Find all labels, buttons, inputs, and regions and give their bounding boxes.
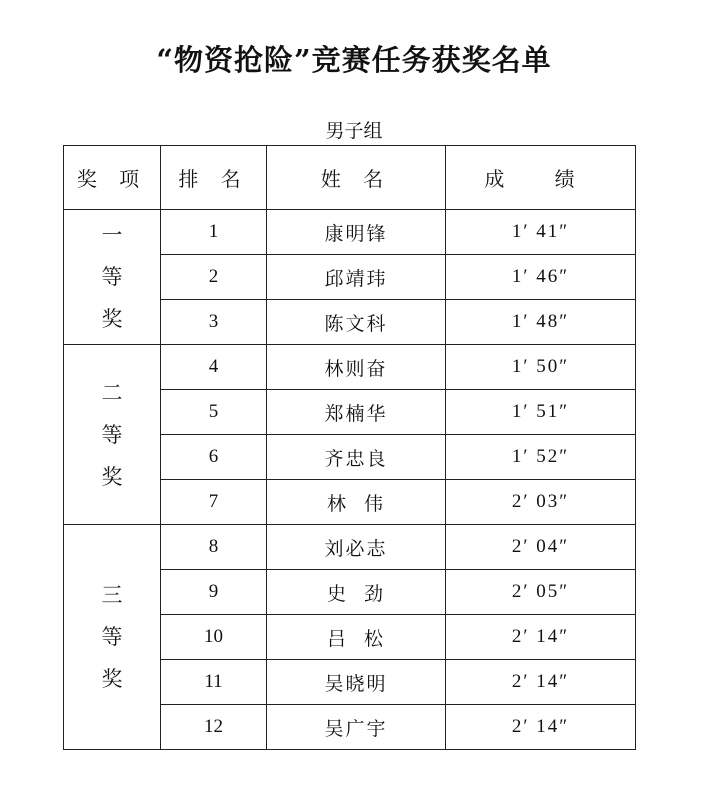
award-group-first — [64, 210, 161, 345]
rank-cell: 11 — [161, 660, 267, 705]
group-subtitle: 男子组 — [325, 120, 383, 142]
score-cell: 2′ 05″ — [446, 570, 636, 615]
score-cell: 2′ 14″ — [446, 615, 636, 660]
rank-cell: 3 — [161, 300, 267, 345]
award-group-char: 等 — [101, 422, 123, 447]
document-title: “物资抢险”竞赛任务获奖名单 — [156, 43, 552, 77]
rank-cell: 10 — [161, 615, 267, 660]
name-cell: 吴广宇 — [267, 705, 446, 750]
award-group-char: 等 — [101, 625, 123, 649]
score-cell: 2′ 04″ — [446, 525, 636, 570]
rank-cell: 8 — [161, 525, 267, 570]
name-cell: 康明锋 — [267, 210, 446, 255]
rank-cell: 7 — [161, 480, 267, 525]
rank-cell: 1 — [161, 210, 267, 255]
score-cell: 2′ 14″ — [446, 705, 636, 750]
header-score: 成 绩 — [446, 146, 636, 210]
award-group-char: 奖 — [101, 464, 123, 489]
name-cell: 林则奋 — [267, 345, 446, 390]
header-row — [64, 146, 636, 210]
name-cell: 林 伟 — [267, 480, 446, 525]
rank-cell: 4 — [161, 345, 267, 390]
name-cell: 郑楠华 — [267, 390, 446, 435]
rank-cell: 2 — [161, 255, 267, 300]
award-group-char: 等 — [101, 265, 123, 289]
award-group-char: 奖 — [101, 667, 123, 691]
award-group-second — [64, 345, 161, 525]
score-cell: 1′ 41″ — [446, 210, 636, 255]
name-cell: 刘必志 — [267, 525, 446, 570]
score-cell: 1′ 48″ — [446, 300, 636, 345]
table-row — [64, 525, 636, 570]
name-cell: 史 劲 — [267, 570, 446, 615]
award-group-third — [64, 525, 161, 750]
header-award: 奖 项 — [64, 146, 161, 210]
score-cell: 1′ 46″ — [446, 255, 636, 300]
award-group-char: 奖 — [101, 307, 123, 331]
score-cell: 1′ 50″ — [446, 345, 636, 390]
score-cell: 1′ 52″ — [446, 435, 636, 480]
score-cell: 2′ 14″ — [446, 660, 636, 705]
rank-cell: 9 — [161, 570, 267, 615]
rank-cell: 5 — [161, 390, 267, 435]
table-row — [64, 210, 636, 255]
rank-cell: 12 — [161, 705, 267, 750]
rank-cell: 6 — [161, 435, 267, 480]
table-row — [64, 345, 636, 390]
name-cell: 陈文科 — [267, 300, 446, 345]
name-cell: 吴晓明 — [267, 660, 446, 705]
header-rank: 排 名 — [161, 146, 267, 210]
header-name: 姓 名 — [267, 146, 446, 210]
score-cell: 1′ 51″ — [446, 390, 636, 435]
name-cell: 邱靖玮 — [267, 255, 446, 300]
award-group-char: 三 — [101, 583, 123, 607]
score-cell: 2′ 03″ — [446, 480, 636, 525]
award-group-char: 一 — [101, 223, 123, 247]
name-cell: 齐忠良 — [267, 435, 446, 480]
name-cell: 吕 松 — [267, 615, 446, 660]
awards-table — [63, 145, 636, 750]
award-group-char: 二 — [101, 380, 123, 405]
